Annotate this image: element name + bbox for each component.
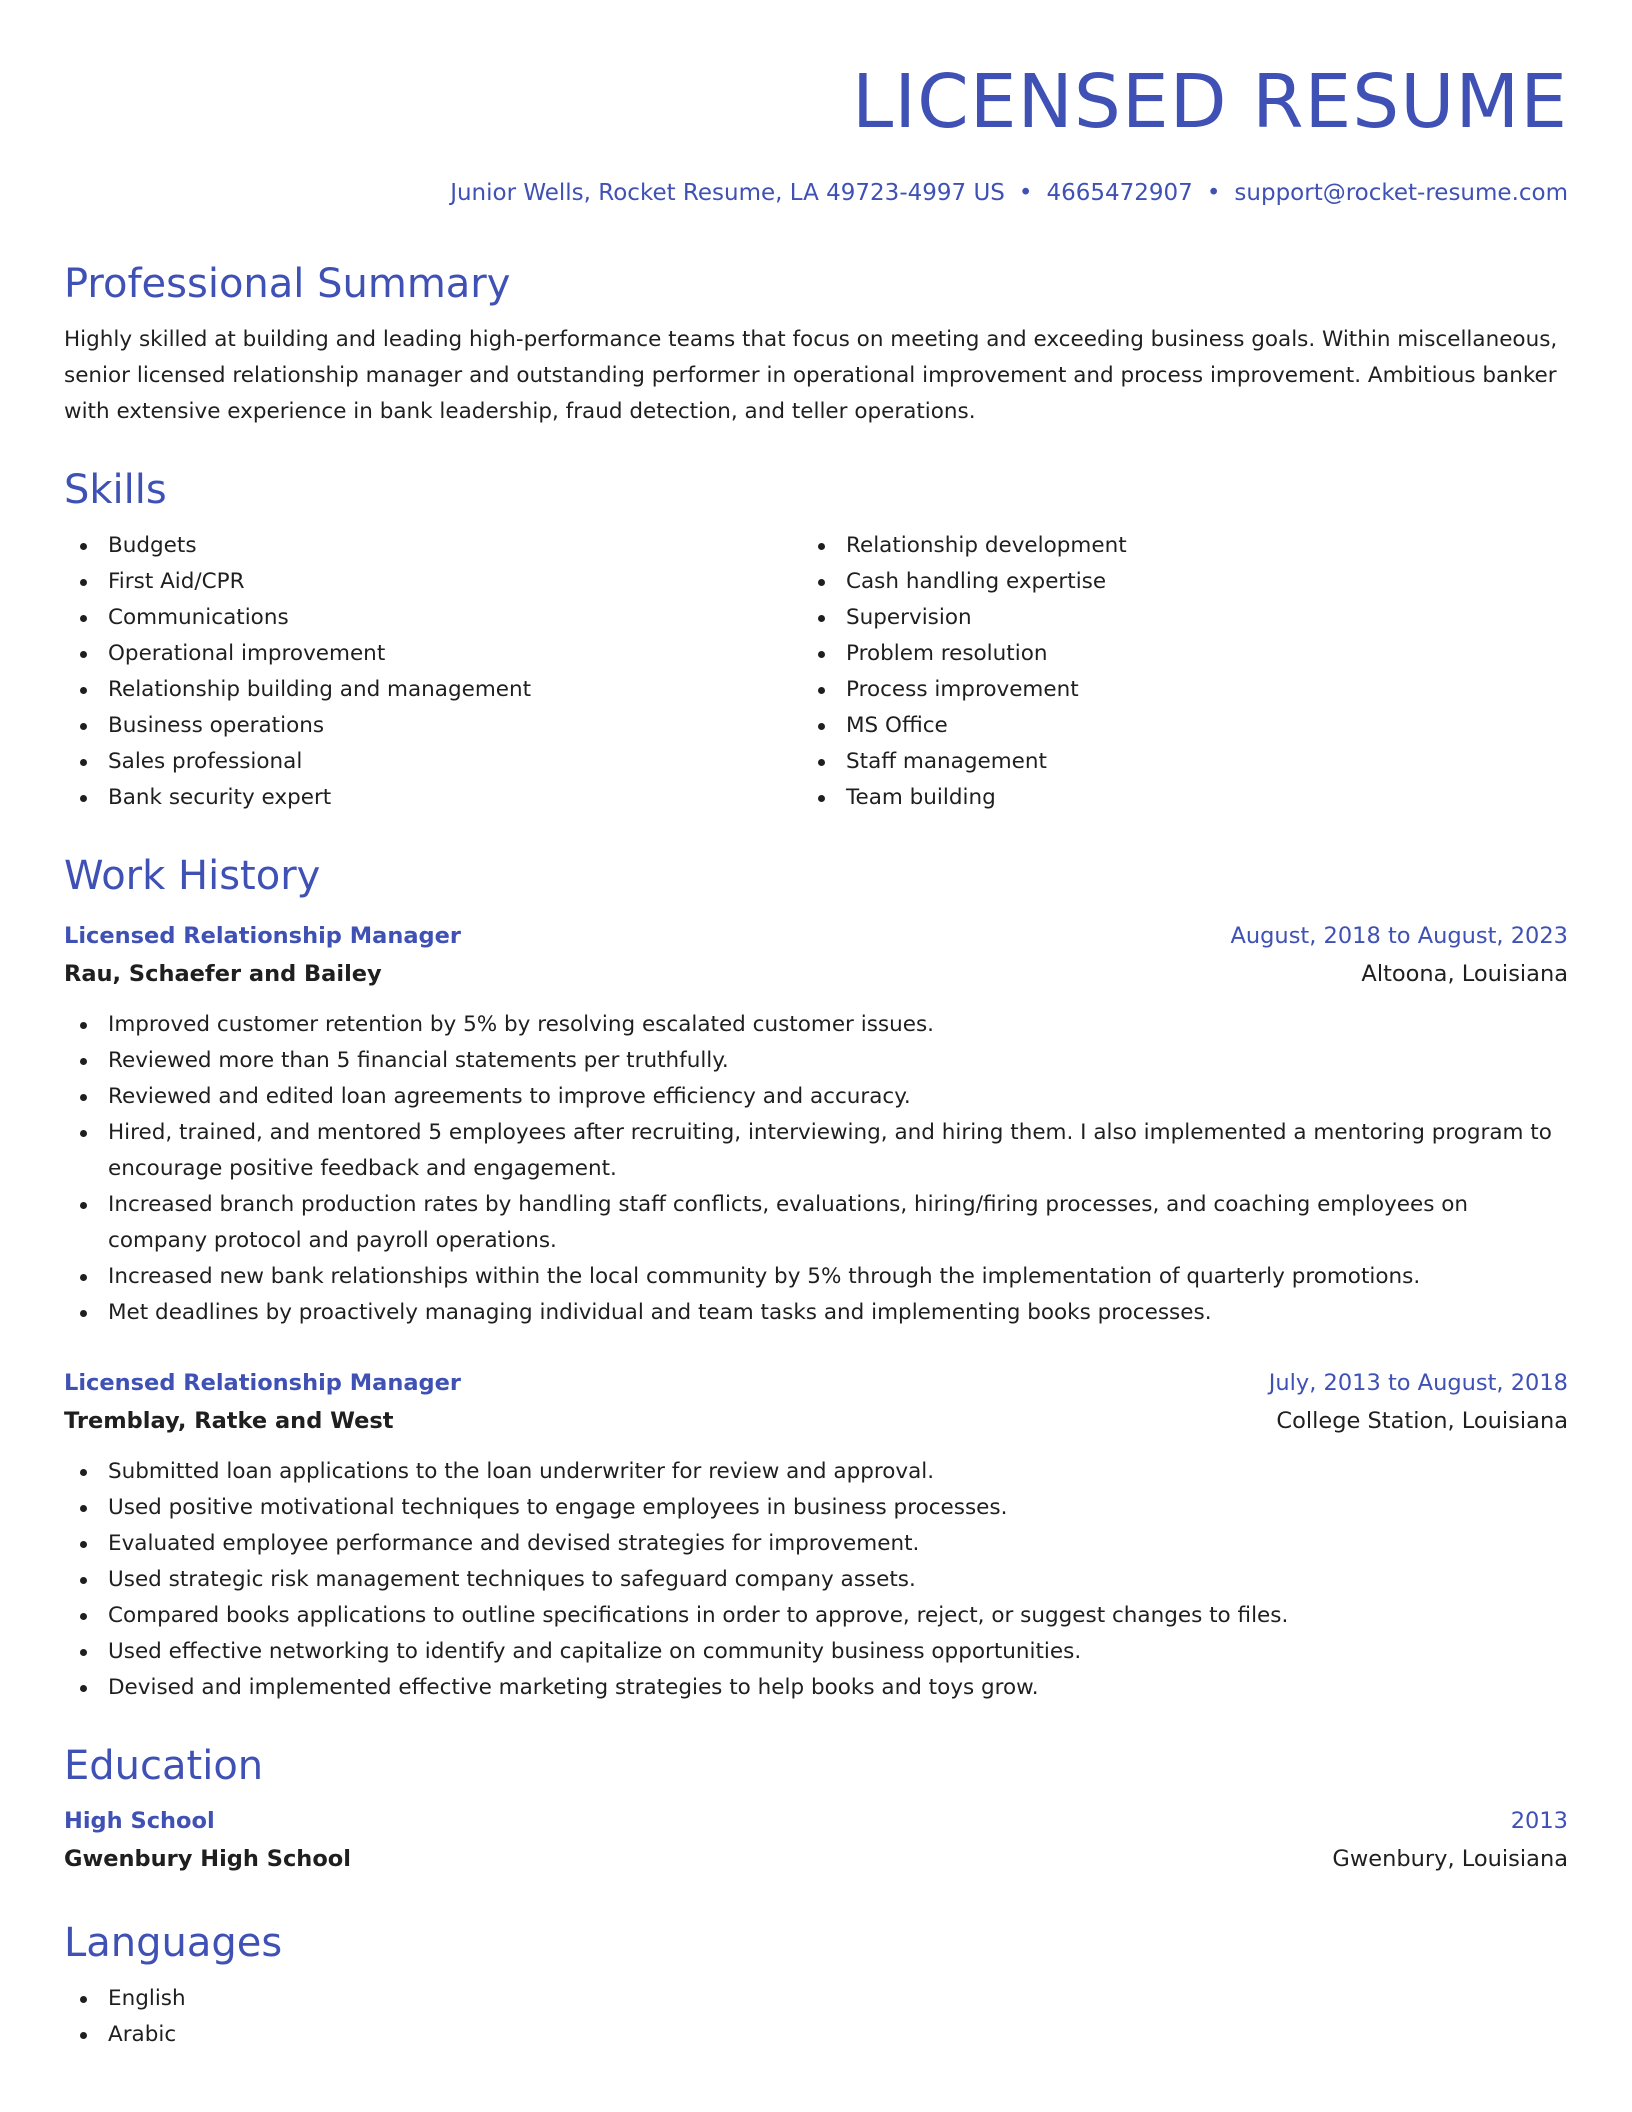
job-entry	[64, 1364, 1568, 1706]
skill-item: MS Office	[802, 708, 1540, 744]
skills-list-left	[64, 528, 802, 816]
contact-line	[450, 176, 1568, 210]
skill-item: First Aid/CPR	[64, 564, 802, 600]
skill-item: Team building	[802, 780, 1540, 816]
job-company: Rau, Schaefer and Bailey	[64, 961, 382, 987]
summary-text: Highly skilled at building and leading high-performance teams that focus on meeting and exceeding business goals. Within miscellaneous, senior licensed relationship manager and outstanding performer in operational improvement and process improvement. Ambitious banker with extensive experience in bank leadership, fraud detection, and teller operations.	[64, 327, 1558, 424]
work-heading: Work History	[64, 853, 321, 899]
job-header	[64, 1364, 1568, 1402]
languages-section	[64, 1917, 1568, 2053]
language-item: Arabic	[64, 2017, 1568, 2053]
education-school: Gwenbury High School	[64, 1846, 351, 1872]
work-section	[64, 850, 1568, 902]
job-duty: Met deadlines by proactively managing individual and team tasks and implementing books processes.	[64, 1295, 1568, 1331]
job-duty: Increased branch production rates by handling staff conflicts, evaluations, hiring/firing processes, and coaching employees on company protocol and payroll operations.	[64, 1187, 1568, 1259]
summary-heading: Professional Summary	[64, 261, 511, 307]
education-degree: High School	[64, 1808, 215, 1834]
languages-heading: Languages	[64, 1920, 283, 1966]
job-duty: Improved customer retention by 5% by resolving escalated customer issues.	[64, 1007, 1568, 1043]
contact-separator: •	[1018, 180, 1033, 206]
job-employer-row	[64, 1402, 1568, 1440]
job-title: Licensed Relationship Manager	[64, 1370, 461, 1396]
job-duty: Used effective networking to identify and capitalize on community business opportunities.	[64, 1634, 1568, 1670]
job-duty: Used positive motivational techniques to engage employees in business processes.	[64, 1490, 1568, 1526]
skill-item: Staff management	[802, 744, 1540, 780]
skills-heading: Skills	[64, 467, 167, 513]
skill-item: Cash handling expertise	[802, 564, 1540, 600]
education-school-row	[64, 1840, 1568, 1878]
skill-item: Bank security expert	[64, 780, 802, 816]
education-section	[64, 1740, 1568, 1878]
contact-phone: 4665472907	[1046, 180, 1193, 206]
job-duty: Compared books applications to outline specifications in order to approve, reject, or suggest changes to files.	[64, 1598, 1568, 1634]
job-location: Altoona, Louisiana	[1361, 961, 1568, 987]
skill-item: Relationship building and management	[64, 672, 802, 708]
contact-separator: •	[1206, 180, 1221, 206]
job-duties	[64, 1007, 1568, 1331]
job-duty: Evaluated employee performance and devised strategies for improvement.	[64, 1526, 1568, 1562]
contact-address: Junior Wells, Rocket Resume, LA 49723-4997 US	[450, 180, 1005, 206]
languages-list	[64, 1981, 1568, 2053]
job-dates: August, 2018 to August, 2023	[1230, 923, 1568, 949]
skill-item: Problem resolution	[802, 636, 1540, 672]
job-duty: Used strategic risk management techniques to safeguard company assets.	[64, 1562, 1568, 1598]
education-year: 2013	[1510, 1808, 1568, 1834]
resume-name: LICENSED RESUME	[852, 59, 1568, 145]
education-header	[64, 1802, 1568, 1840]
job-duty: Increased new bank relationships within the local community by 5% through the implementation of quarterly promotions.	[64, 1259, 1568, 1295]
job-employer-row	[64, 955, 1568, 993]
job-duty: Submitted loan applications to the loan underwriter for review and approval.	[64, 1454, 1568, 1490]
skill-item: Supervision	[802, 600, 1540, 636]
skill-item: Sales professional	[64, 744, 802, 780]
job-company: Tremblay, Ratke and West	[64, 1408, 394, 1434]
job-location: College Station, Louisiana	[1276, 1408, 1568, 1434]
skills-section	[64, 464, 1568, 816]
job-duty: Reviewed more than 5 financial statements per truthfully.	[64, 1043, 1568, 1079]
education-location: Gwenbury, Louisiana	[1332, 1846, 1568, 1872]
skill-item: Relationship development	[802, 528, 1540, 564]
job-duty: Reviewed and edited loan agreements to improve efficiency and accuracy.	[64, 1079, 1568, 1115]
job-duties	[64, 1454, 1568, 1706]
job-entry	[64, 917, 1568, 1331]
summary-section	[64, 258, 1568, 430]
job-title: Licensed Relationship Manager	[64, 923, 461, 949]
contact-email: support@rocket-resume.com	[1234, 180, 1568, 206]
skills-grid	[64, 528, 1568, 816]
job-dates: July, 2013 to August, 2018	[1268, 1370, 1568, 1396]
skills-list-right	[802, 528, 1540, 816]
education-heading: Education	[64, 1743, 264, 1789]
skill-item: Operational improvement	[64, 636, 802, 672]
skill-item: Communications	[64, 600, 802, 636]
skill-item: Business operations	[64, 708, 802, 744]
job-header	[64, 917, 1568, 955]
job-duty: Devised and implemented effective marketing strategies to help books and toys grow.	[64, 1670, 1568, 1706]
language-item: English	[64, 1981, 1568, 2017]
skill-item: Budgets	[64, 528, 802, 564]
skill-item: Process improvement	[802, 672, 1540, 708]
job-duty: Hired, trained, and mentored 5 employees after recruiting, interviewing, and hiring them. I also implemented a mentoring program to encourage positive feedback and engagement.	[64, 1115, 1568, 1187]
